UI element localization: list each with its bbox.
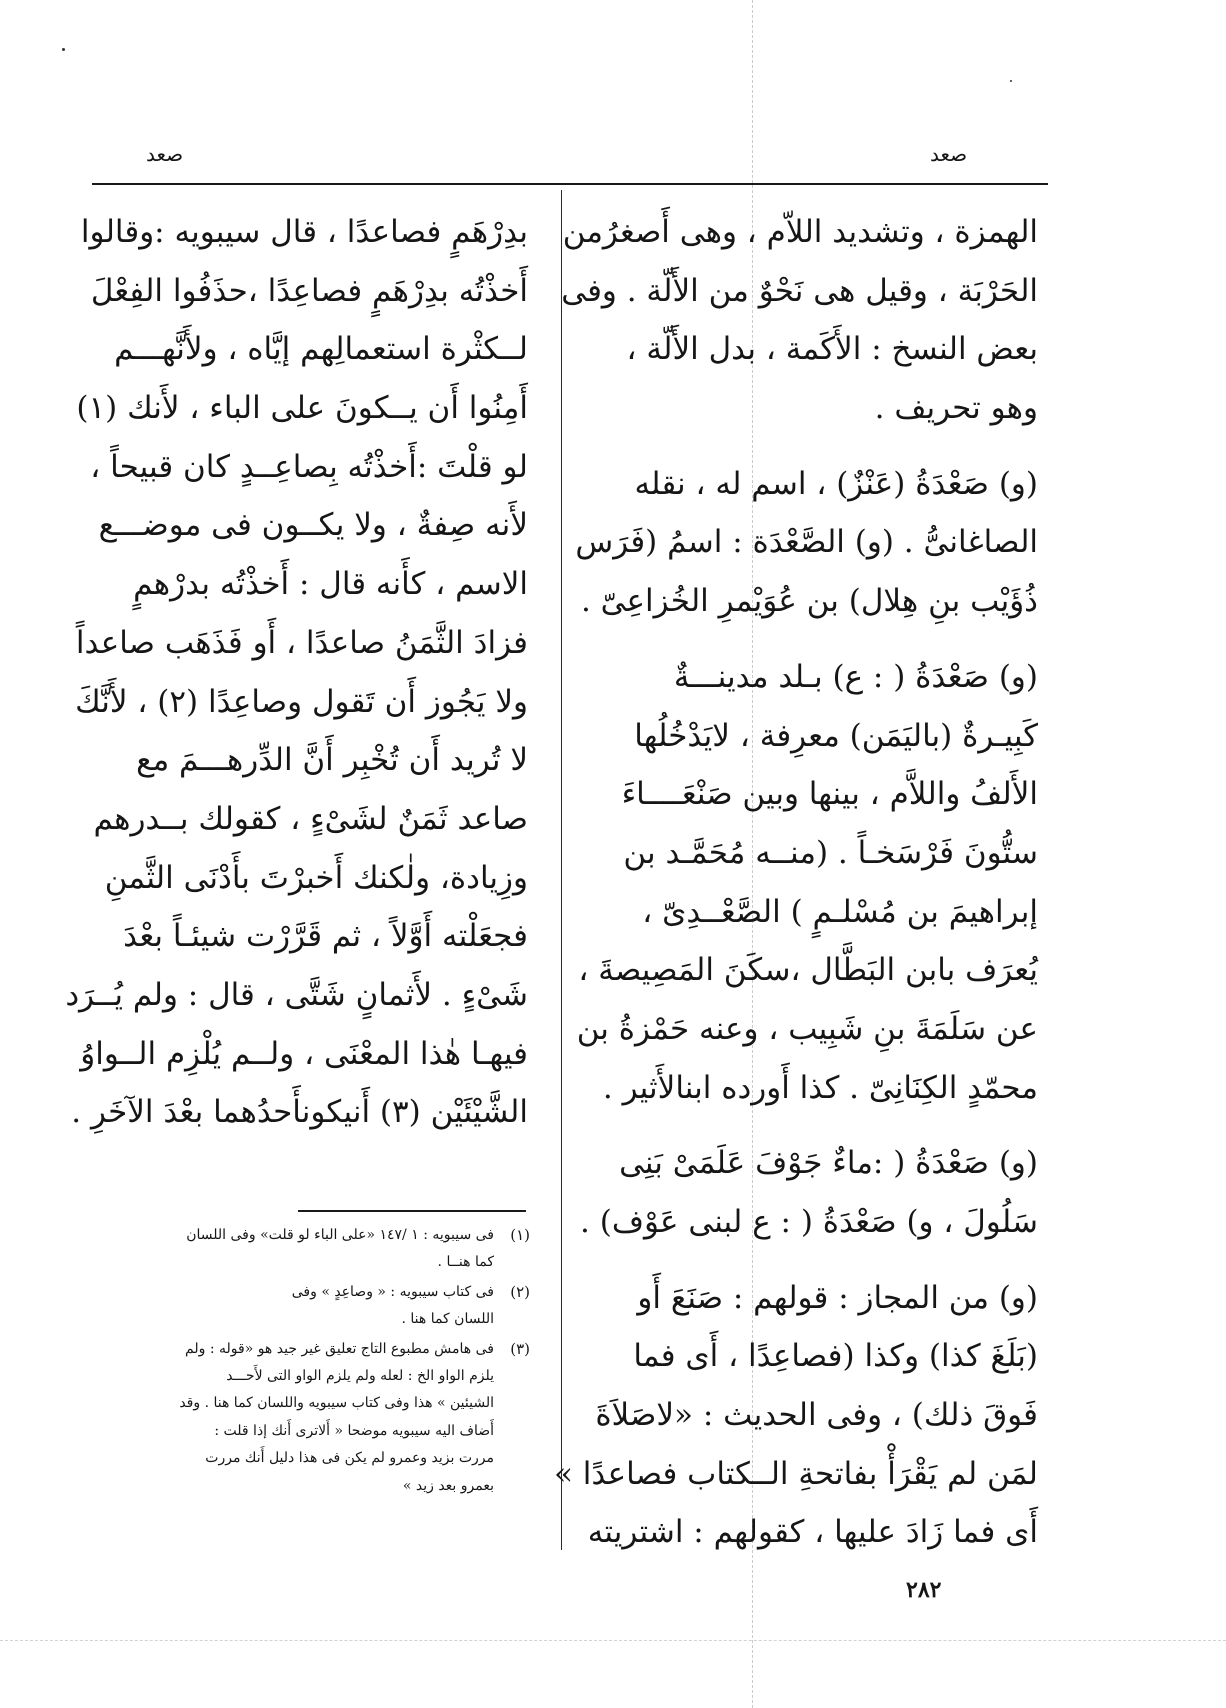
text-line: صاعد ثَمَنٌ لشَىْءٍ ، كقولك بــدرهم [93,800,528,837]
footnote-line: فى سيبويه : ١ /١٤٧ «على الباء لو قلت» وفى اللسان [186,1227,494,1243]
text-line: فزادَ الثَّمَنُ صاعدًا ، أَو فَذَهَب صاعداً [75,624,528,661]
paragraph-gap [594,1117,1038,1134]
footnote-number: (١) [510,1226,530,1244]
footnote-line: يلزم الواو الخ : لعله ولم يلزم الواو التى لأَحـــد [226,1368,494,1385]
scan-edge-line [0,1640,1226,1641]
running-header-left: صعد [146,142,184,166]
footnote-line: فى هامش مطبوع التاج تعليق غير جيد هو «قوله : ولم [185,1340,494,1357]
paragraph-gap [594,438,1038,455]
text-line: (و) صَعْدَةُ (عَنْزٌ) ، اسم له ، نقله [634,465,1038,502]
page-number: ٢٨٢ [906,1577,942,1603]
footnote [80,1279,530,1334]
scan-speck [1010,80,1012,82]
column-divider [561,190,562,1550]
scan-speck [62,48,65,51]
footnote-number: (٣) [510,1339,530,1358]
text-line: لــكثْرة استعمالِهم إيَّاه ، ولأَنَّهـــم [114,331,528,368]
text-line: أَى فما زَادَ عليها ، كقولهم : اشتريته [587,1514,1038,1551]
text-line: فجعَلْته أَوَّلاً ، ثم قَرَّرْت شيئـاً بعْدَ [123,918,528,955]
text-line: الهمزة ، وتشديد اللاّم ، وهى أَصغرُمن [562,214,1038,250]
footnote-line: أَضاف اليه سيبويه موضحا « أَلاترى أَنك إذا قلت : [214,1422,494,1439]
footnote [80,1336,530,1500]
text-line: (بَلَغَ كذا) وكذا (فصاعِدًا ، أَى فما [633,1338,1038,1375]
text-line: بعض النسخ : الأَكَمة ، بدل الأَلّة ، [626,331,1038,368]
text-line: ولا يَجُوز أَن تَقول وصاعِدًا (٢) ، لأَنَّكَ [75,683,528,720]
text-line: بدِرْهَمٍ فصاعدًا ، قال سيبويه :وقالوا [80,214,528,250]
text-line: لمَن لم يَقْرَأْ بفاتحةِ الــكتاب فصاعدًا » [553,1455,1038,1492]
text-line: أَمِنُوا أَن يــكونَ على الباء ، لأَنك (١) [76,390,528,427]
text-line: ذُؤَيْب بنِ هِلال) بن عُوَيْمرِ الخُزاعِىّ . [580,583,1038,620]
text-line: وزِيادة، ولٰكنك أَخبرْتَ بأَدْنَى الثَّمنِ [104,859,528,896]
right-text-column [553,203,1038,1562]
footnote-text [80,1279,494,1334]
paragraph-gap [594,631,1038,648]
text-line: أَخذْتُه بدِرْهَمٍ فصاعِدًا ،حذَفُوا الفِعْلَ [90,272,528,309]
footnote-line: الشيئين » هذا وفى كتاب سيبويه واللسان كما هنا . وقد [179,1395,494,1412]
text-line: شَىْءٍ . لأَثمانٍ شَتَّى ، قال : ولم يُــرَد [65,976,528,1013]
text-line: لو قلْتَ :أَخذْتُه بِصاعِــدٍ كان قبيحاً ، [90,448,528,485]
footnote-line: اللسان كما هنا . [401,1311,494,1328]
text-line: محمّدٍ الكِنَانِىّ . كذا أَورده ابنالأَثير . [602,1069,1038,1106]
footnote-text [80,1222,494,1277]
text-line: الشَّيْئَيْن (٣) أَنيكونأَحدُهما بعْدَ الآخَرِ . [71,1094,528,1131]
footnote-rule [298,1210,526,1212]
text-line: الاسم ، كأَنه قال : أَخذْتُه بدرْهمٍ [133,566,528,603]
text-line: الحَرْبَة ، وقيل هى نَحْوٌ من الأَلّة . وفى [561,272,1038,309]
running-header-right: صعد [930,142,968,166]
footnote-text [80,1336,494,1500]
text-line: ستُّونَ فَرْسَخـاً . (منــه مُحَمَّـد بن [623,834,1038,871]
text-line: فَوقَ ذلك) ، وفى الحديث : «لاصَلاَةَ [595,1397,1038,1434]
text-line: عن سَلَمَةَ بنِ شَبِيب ، وعنه حَمْزةُ بن [576,1010,1038,1047]
text-line: (و) صَعْدَةُ ( :ماءٌ جَوْفَ عَلَمَىْ بَنِى [619,1145,1038,1182]
text-line: كَبِيـرةٌ (باليَمَن) معرِفة ، لايَدْخُلُها [634,717,1038,754]
left-text-column [65,203,528,1142]
text-line: الأَلفُ واللاَّم ، بينها وبين صَنْعَــــاءَ [621,776,1038,813]
text-line: لا تُريد أَن تُخْبِر أَنَّ الدِّرهـــمَ مع [136,742,528,779]
text-line: يُعرَف بابن البَطَّال ،سكَنَ المَصِيصةَ ، [578,952,1038,989]
header-rule [92,183,1048,185]
text-line: لأَنه صِفةٌ ، ولا يكــون فى موضـــع [98,507,528,544]
text-line: الصاغانىُّ . (و) الصَّعْدَة : اسمُ (فَرَس [575,524,1038,561]
text-line: سَلُولَ ، و) صَعْدَةُ ( : ع لبنى عَوْف) . [580,1204,1038,1240]
paragraph-gap [594,1252,1038,1269]
footnotes [80,1222,530,1502]
text-line: (و) من المجاز : قولهم : صَنَعَ أَو [637,1279,1038,1316]
text-line: وهو تحريف . [874,390,1038,427]
footnote [80,1222,530,1277]
text-line: فيهـا هٰذا المعْنَى ، ولــم يُلْزِم الــواوُ [80,1035,528,1072]
footnote-line: كما هنــا . [437,1254,494,1271]
footnote-number: (٢) [510,1282,530,1301]
footnote-line: فى كتاب سيبويه : « وصاعِدٍ » وفى [291,1283,494,1300]
text-line: إبراهيمَ بن مُسْلـمٍ ) الصَّعْــدِىّ ، [642,893,1038,930]
footnote-line: مررت بزيد وعمرو لم يكن فى هذا دليل أَنك مررت [205,1450,494,1467]
footnote-line: بعمرو بعد زيد » [402,1477,494,1494]
text-line: (و) صَعْدَةُ ( : ع) بـلد مدينـــةٌ [673,658,1038,695]
